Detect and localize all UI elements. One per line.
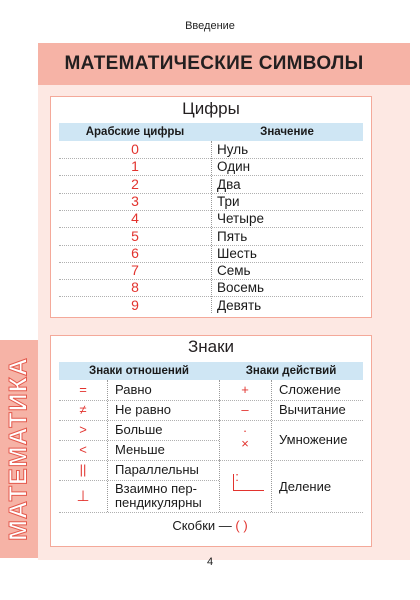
digit-meaning-cell: Шесть (217, 245, 257, 261)
digit-cell: 9 (131, 296, 139, 313)
digit-meaning-cell: Девять (217, 297, 262, 313)
digit-cell: 1 (131, 158, 139, 175)
digits-card (50, 96, 372, 318)
digit-meaning-cell: Восемь (217, 280, 265, 296)
digit-cell: 7 (131, 262, 139, 279)
digit-meaning-cell: Два (217, 176, 241, 192)
running-head: Введение (185, 20, 235, 32)
relation-label-line: пендикулярны (115, 495, 202, 510)
plus-symbol: + (241, 382, 249, 397)
multiply-symbol (219, 424, 271, 450)
less-than-symbol: < (79, 442, 87, 457)
operation-label: Сложение (279, 382, 341, 397)
perpendicular-symbol: ⊥ (76, 488, 90, 505)
digit-cell: 5 (131, 227, 139, 244)
greater-than-symbol: > (79, 422, 87, 437)
digits-header-arabic: Арабские цифры (85, 126, 185, 138)
digit-cell: 6 (131, 244, 139, 261)
not-equals-symbol: ≠ (79, 402, 87, 417)
cross-multiply-icon: × (241, 436, 249, 451)
digits-title: Цифры (182, 99, 240, 118)
side-label: МАТЕМАТИКА (4, 357, 33, 541)
relation-label: Равно (115, 382, 152, 397)
digit-meaning-cell: Три (217, 193, 240, 209)
digit-cell: 0 (131, 141, 139, 157)
colon-symbol: : (235, 469, 239, 484)
relation-label (115, 482, 202, 510)
row-divider (219, 400, 363, 401)
minus-symbol: – (241, 402, 249, 417)
row-divider (219, 460, 363, 461)
signs-card (50, 335, 372, 547)
operation-label: Вычитание (279, 402, 346, 417)
digit-meaning-cell: Один (217, 159, 251, 175)
operation-label: Умножение (279, 432, 348, 447)
equals-symbol: = (79, 382, 87, 397)
long-division-icon (233, 474, 264, 491)
page-number: 4 (206, 556, 214, 568)
digit-meaning-cell: Нуль (217, 142, 249, 157)
brackets-label: Скобки — (172, 518, 232, 533)
row-divider (59, 420, 219, 421)
row-divider (59, 460, 219, 461)
digit-meaning-cell: Четыре (217, 211, 264, 227)
relation-label: Не равно (115, 402, 172, 417)
signs-header-relations: Знаки отношений (89, 365, 189, 377)
digit-cell: 8 (131, 279, 139, 296)
digit-meaning-cell: Семь (217, 263, 251, 279)
digits-header-row (59, 123, 363, 141)
dot-multiply-icon: · (242, 423, 248, 438)
digit-cell: 2 (131, 175, 139, 192)
operation-label: Деление (279, 479, 332, 494)
brackets-symbol: ( ) (235, 518, 248, 533)
row-divider (59, 400, 219, 401)
parallel-symbol: || (79, 462, 87, 477)
row-divider (59, 512, 363, 513)
page-title: МАТЕМАТИЧЕСКИЕ СИМВОЛЫ (64, 53, 364, 74)
digit-cell: 3 (131, 192, 139, 209)
relation-label: Больше (115, 422, 163, 437)
row-divider (59, 440, 219, 441)
digit-cell: 4 (131, 210, 139, 227)
signs-header-operations: Знаки действий (245, 365, 337, 377)
relation-label: Параллельны (115, 462, 199, 477)
brackets-row (50, 518, 370, 533)
signs-header-row (59, 362, 363, 380)
relation-label-line: Взаимно пер- (115, 481, 197, 496)
digits-header-meaning: Значение (260, 126, 314, 138)
row-divider (219, 420, 363, 421)
signs-title: Знаки (187, 337, 235, 356)
relation-label: Меньше (115, 442, 165, 457)
digit-meaning-cell: Пять (217, 228, 248, 244)
